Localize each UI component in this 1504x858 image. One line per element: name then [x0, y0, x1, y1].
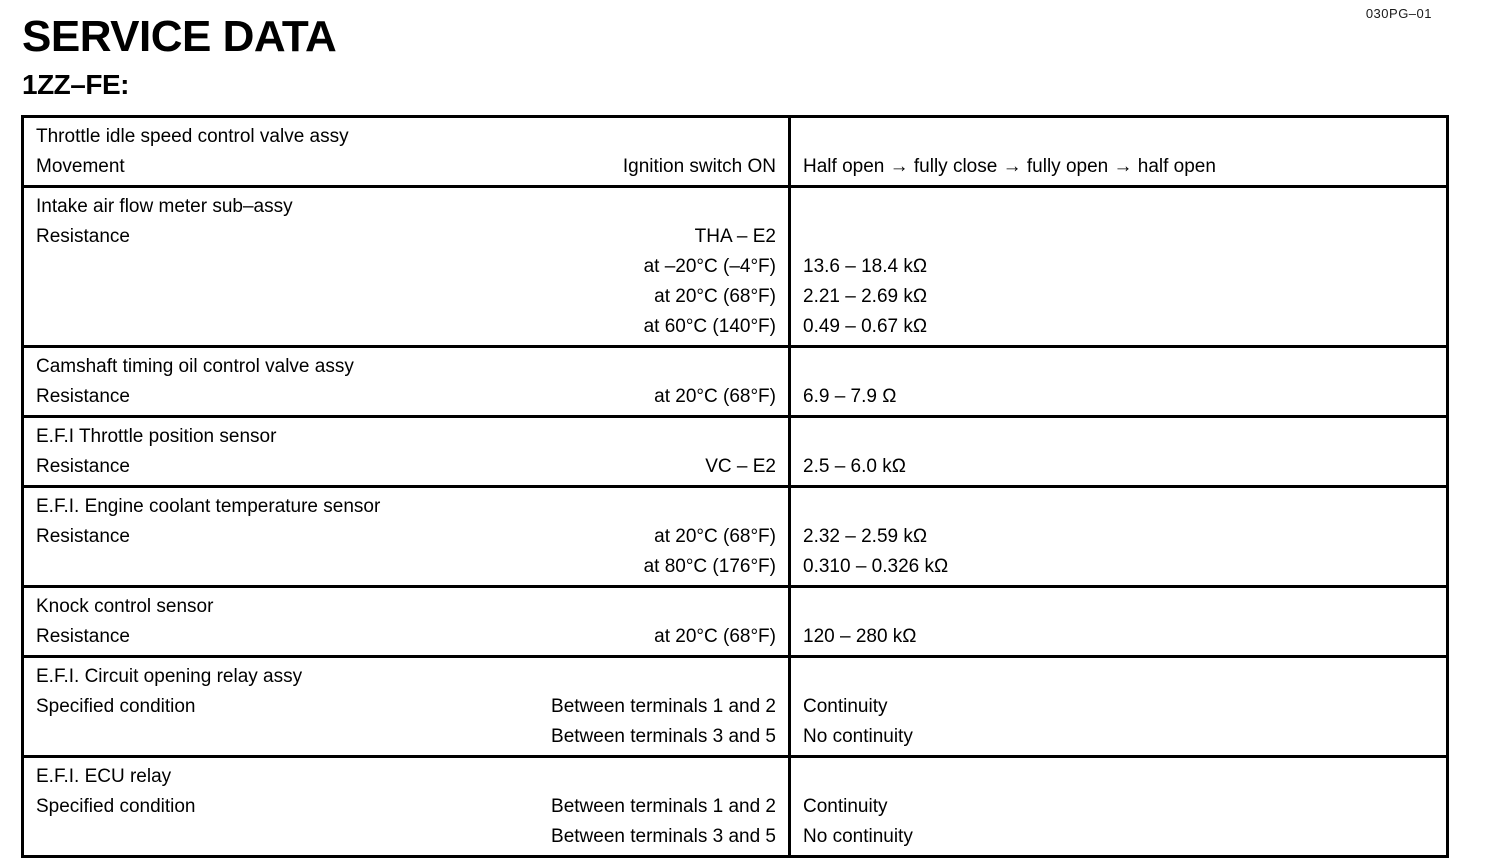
condition-text: at 60°C (140°F) [643, 316, 776, 337]
item-label: Resistance [36, 386, 130, 407]
condition-text: at 20°C (68°F) [654, 386, 776, 407]
table-row [24, 118, 1446, 185]
condition-text: at 80°C (176°F) [643, 556, 776, 577]
condition-text: at 20°C (68°F) [654, 286, 776, 307]
spec-value: 0.49 – 0.67 kΩ [803, 316, 928, 337]
value-cell [791, 588, 1446, 655]
left-line [36, 452, 776, 482]
component-cell [24, 118, 791, 185]
spec-value: 2.32 – 2.59 kΩ [803, 526, 928, 547]
table-row [24, 585, 1446, 655]
spec-value: No continuity [803, 826, 913, 847]
item-label: Camshaft timing oil control valve assy [36, 356, 354, 377]
item-label: Throttle idle speed control valve assy [36, 126, 349, 147]
table-row [24, 345, 1446, 415]
left-line [36, 692, 776, 722]
left-line [36, 662, 776, 692]
condition-text: Between terminals 1 and 2 [551, 796, 776, 817]
spec-value: 120 – 280 kΩ [803, 626, 917, 647]
spec-value [803, 422, 1434, 452]
spec-value: 0.310 – 0.326 kΩ [803, 556, 949, 577]
spec-value [803, 352, 1434, 382]
left-line [36, 522, 776, 552]
item-label: Movement [36, 156, 125, 177]
left-line [36, 382, 776, 412]
spec-value [803, 122, 1434, 152]
item-label: Specified condition [36, 796, 196, 817]
table-row [24, 415, 1446, 485]
item-label: Resistance [36, 526, 130, 547]
spec-value [803, 222, 1434, 252]
item-label: Resistance [36, 456, 130, 477]
value-cell [791, 488, 1446, 585]
left-line [36, 422, 776, 452]
table-row [24, 485, 1446, 585]
spec-value: 6.9 – 7.9 Ω [803, 386, 897, 407]
left-line [36, 722, 776, 752]
left-line [36, 792, 776, 822]
component-cell [24, 188, 791, 345]
item-label: Knock control sensor [36, 596, 214, 617]
condition-text: at 20°C (68°F) [654, 526, 776, 547]
table-row [24, 185, 1446, 345]
value-cell [791, 348, 1446, 415]
left-line [36, 622, 776, 652]
component-cell [24, 348, 791, 415]
value-cell [791, 118, 1446, 185]
spec-value: Continuity [803, 796, 888, 817]
table-row [24, 655, 1446, 755]
value-cell [791, 188, 1446, 345]
item-label: Intake air flow meter sub–assy [36, 196, 293, 217]
value-cell [791, 658, 1446, 755]
spec-value [803, 192, 1434, 222]
condition-text: THA – E2 [694, 226, 776, 247]
spec-value: Half open → fully close → fully open → half open [803, 156, 1216, 177]
item-label: E.F.I. Circuit opening relay assy [36, 666, 303, 687]
condition-text: Between terminals 3 and 5 [551, 726, 776, 747]
left-line [36, 592, 776, 622]
component-cell [24, 488, 791, 585]
left-line [36, 222, 776, 252]
spec-value [803, 762, 1434, 792]
value-cell [791, 758, 1446, 855]
spec-value: 2.21 – 2.69 kΩ [803, 286, 928, 307]
item-label: Resistance [36, 626, 130, 647]
left-line [36, 122, 776, 152]
left-line [36, 492, 776, 522]
component-cell [24, 588, 791, 655]
left-line [36, 282, 776, 312]
left-line [36, 762, 776, 792]
item-label: E.F.I. ECU relay [36, 766, 172, 787]
condition-text: Ignition switch ON [622, 156, 776, 177]
service-data-table [21, 115, 1449, 858]
item-label: Specified condition [36, 696, 196, 717]
spec-value [803, 662, 1434, 692]
left-line [36, 352, 776, 382]
item-label: Resistance [36, 226, 130, 247]
spec-value: 2.5 – 6.0 kΩ [803, 456, 906, 477]
component-cell [24, 758, 791, 855]
condition-text: at 20°C (68°F) [654, 626, 776, 647]
left-line [36, 552, 776, 582]
page-title: SERVICE DATA [22, 12, 337, 61]
left-line [36, 192, 776, 222]
component-cell [24, 418, 791, 485]
component-cell [24, 658, 791, 755]
value-cell [791, 418, 1446, 485]
spec-value: 13.6 – 18.4 kΩ [803, 256, 928, 277]
condition-text: Between terminals 3 and 5 [551, 826, 776, 847]
page-code: 030PG–01 [1365, 6, 1432, 21]
left-line [36, 312, 776, 342]
spec-value: No continuity [803, 726, 913, 747]
engine-code-heading: 1ZZ–FE: [22, 69, 129, 101]
condition-text: Between terminals 1 and 2 [551, 696, 776, 717]
table-row [24, 755, 1446, 855]
spec-value [803, 592, 1434, 622]
condition-text: at –20°C (–4°F) [643, 256, 776, 277]
left-line [36, 252, 776, 282]
page-header [22, 14, 336, 101]
condition-text: VC – E2 [705, 456, 776, 477]
spec-value: Continuity [803, 696, 888, 717]
item-label: E.F.I Throttle position sensor [36, 426, 277, 447]
item-label: E.F.I. Engine coolant temperature sensor [36, 496, 381, 517]
left-line [36, 822, 776, 852]
spec-value [803, 492, 1434, 522]
left-line [36, 152, 776, 182]
